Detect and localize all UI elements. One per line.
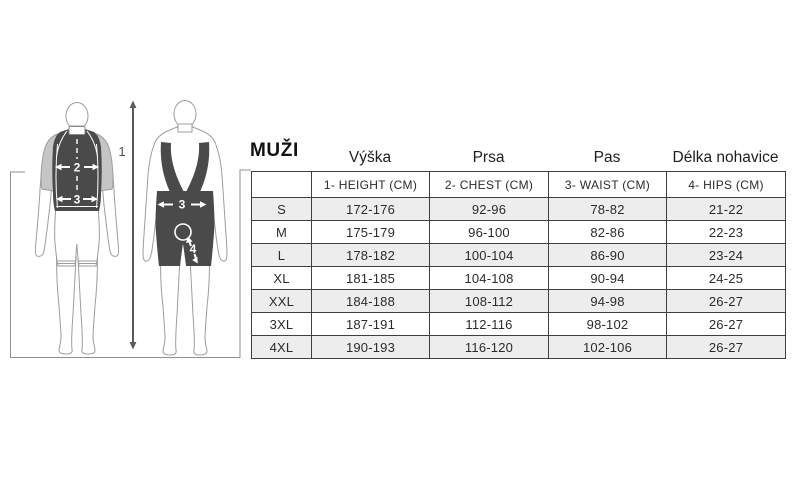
table-cell: 26-27	[667, 313, 786, 336]
table-cell: 184-188	[312, 290, 430, 313]
table-cell: 78-82	[549, 198, 667, 221]
jersey-figure	[35, 103, 118, 355]
size-label-cell: XL	[252, 267, 312, 290]
table-cell: 190-193	[312, 336, 430, 359]
table-header-cell-hips: 4- HIPS (CM)	[667, 172, 786, 198]
table-header-cell-waist: 3- WAIST (CM)	[549, 172, 667, 198]
table-cell: 116-120	[430, 336, 549, 359]
height-marker-label: 1	[118, 144, 126, 159]
table-cell: 108-112	[430, 290, 549, 313]
table-cell: 112-116	[430, 313, 549, 336]
table-cell: 22-23	[667, 221, 786, 244]
waist-marker-label: 3	[73, 192, 81, 207]
section-title-men: MUŽI	[250, 140, 299, 161]
size-label-cell: 4XL	[252, 336, 312, 359]
table-cell: 172-176	[312, 198, 430, 221]
bib-shorts-figure	[143, 101, 227, 356]
table-cell: 26-27	[667, 336, 786, 359]
size-diagram	[0, 0, 260, 380]
table-cell: 23-24	[667, 244, 786, 267]
table-header-row	[252, 172, 786, 198]
table-cell: 175-179	[312, 221, 430, 244]
table-cell: 98-102	[549, 313, 667, 336]
table-row	[252, 244, 786, 267]
table-cell: 90-94	[549, 267, 667, 290]
height-arrow	[130, 101, 137, 350]
table-header-cell-chest: 2- CHEST (CM)	[430, 172, 549, 198]
table-cell: 102-106	[549, 336, 667, 359]
table-row	[252, 198, 786, 221]
table-cell: 21-22	[667, 198, 786, 221]
table-cell: 82-86	[549, 221, 667, 244]
table-cell: 187-191	[312, 313, 430, 336]
table-header-cell-size	[252, 172, 312, 198]
shorts-waist-marker-label: 3	[178, 197, 186, 212]
table-cell: 104-108	[430, 267, 549, 290]
table-cell: 86-90	[549, 244, 667, 267]
table-row	[252, 267, 786, 290]
inseam-marker-label: 4	[189, 242, 197, 256]
table-header-cell-height: 1- HEIGHT (CM)	[312, 172, 430, 198]
table-cell: 181-185	[312, 267, 430, 290]
measure-label-pant-length: Délka nohavice	[672, 149, 779, 166]
table-row	[252, 290, 786, 313]
table-cell: 100-104	[430, 244, 549, 267]
size-label-cell: XXL	[252, 290, 312, 313]
measure-label-height: Výška	[348, 149, 392, 166]
table-cell: 26-27	[667, 290, 786, 313]
measure-label-chest: Prsa	[472, 149, 505, 166]
table-row	[252, 221, 786, 244]
table-cell: 24-25	[667, 267, 786, 290]
size-label-cell: M	[252, 221, 312, 244]
table-cell: 92-96	[430, 198, 549, 221]
table-cell: 96-100	[430, 221, 549, 244]
size-table	[251, 171, 786, 359]
table-cell: 94-98	[549, 290, 667, 313]
size-label-cell: 3XL	[252, 313, 312, 336]
chest-marker-label: 2	[73, 160, 81, 175]
measure-label-waist: Pas	[593, 149, 621, 166]
table-row	[252, 336, 786, 359]
size-label-cell: L	[252, 244, 312, 267]
table-cell: 178-182	[312, 244, 430, 267]
table-row	[252, 313, 786, 336]
size-label-cell: S	[252, 198, 312, 221]
